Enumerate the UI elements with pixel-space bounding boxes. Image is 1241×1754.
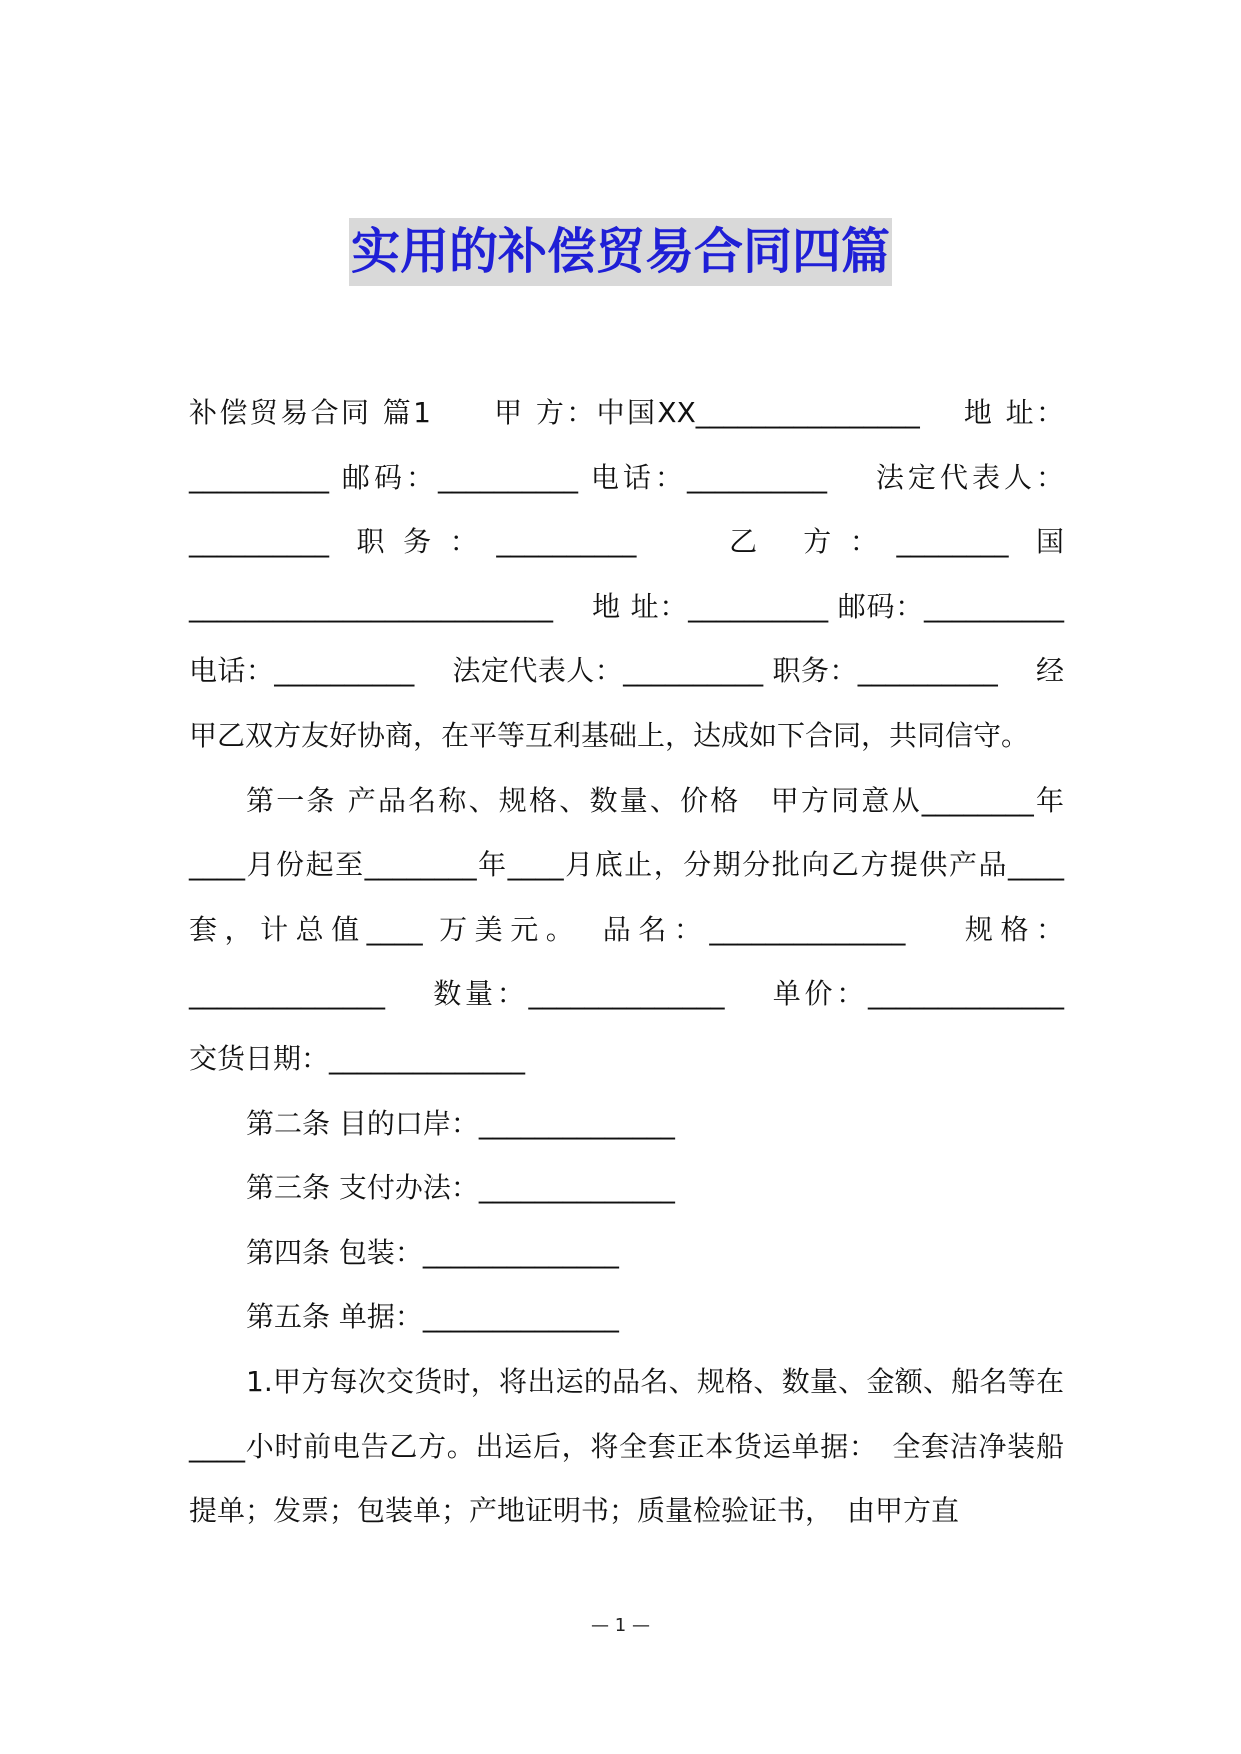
paragraph-article-2: 第二条 目的口岸：______________ (246, 1106, 675, 1140)
document-body (189, 381, 1101, 1544)
title-container (0, 218, 1241, 286)
paragraph-article-1: 第一条 产品名称、规格、数量、价格 甲方同意从________年____月份起至________年____月底止，分期分批向乙方提供产品____套，计总值____ 万美元。 品名：______________ 规格：______________ 数量：______________ 单价：______________ 交货日期：______________ (189, 783, 1101, 1075)
paragraph-article-3: 第三条 支付办法：______________ (246, 1171, 675, 1205)
paragraph-article-5: 第五条 单据：______________ (246, 1300, 619, 1334)
paragraph-parties: 补偿贸易合同 篇1 甲 方：中国XX________________ 地 址：__________ 邮码：__________ 电话：__________ 法定代表人：__________ 职务：__________ 乙 方：________ 国__________________________ 地 址：__________ 邮码：__________ 电话：__________ 法定代表人：__________ 职务：__________ 经甲乙双方友好协商，在平等互利基础上，达成如下合同，共同信守。 (189, 396, 1064, 752)
paragraph-item-1: 1.甲方每次交货时，将出运的品名、规格、数量、金额、船名等在____小时前电告乙方。出运后，将全套正本货运单据： 全套洁净装船提单；发票；包装单；产地证明书；质量检验证书， 由甲方直 (189, 1364, 1064, 1528)
paragraph-article-4: 第四条 包装：______________ (246, 1235, 619, 1269)
document-title: 实用的补偿贸易合同四篇 (349, 218, 892, 286)
page-number: — 1 — (591, 1615, 650, 1636)
